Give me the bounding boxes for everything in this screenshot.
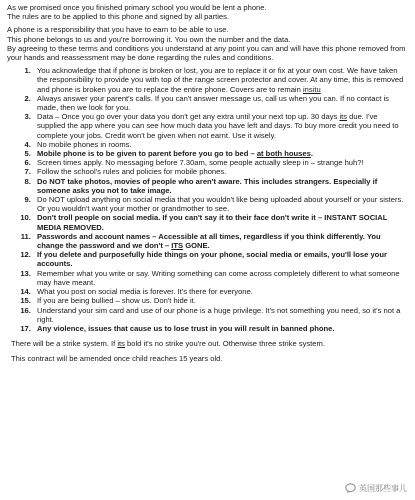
rule-item: 11. Passwords and account names – Accessible at all times, regardless if you think differently. You change the password and we don't – ITS GONE. xyxy=(33,232,407,250)
rule-item: 13. Remember what you write or say. Writing something can come across completely different to what someone may have meant. xyxy=(33,269,407,287)
rules-list xyxy=(7,66,407,333)
chat-bubble-icon xyxy=(345,483,356,494)
rule-item: 9. Do NOT upload anything on social media that you wouldn't like being uploaded about yourself or your sisters. Or you wouldn't want your mother or grandmother to see. xyxy=(33,195,407,213)
responsibility-block xyxy=(7,25,407,62)
rule-item: 7. Follow the school's rules and policies for mobile phones. xyxy=(33,167,407,176)
rule-item: 12. If you delete and purposefully hide things on your phone, social media or emails, you'll lose your accounts. xyxy=(33,250,407,268)
rule-item: 14. What you post on social media is forever. It's there for everyone. xyxy=(33,287,407,296)
rule-item: 8. Do NOT take photos, movies of people who aren't aware. This includes strangers. Especially if someone asks you not to take image. xyxy=(33,177,407,195)
watermark-text: 英国那些事儿 xyxy=(359,483,407,493)
rule-item: 10. Don't troll people on social media. If you can't say it to their face don't write it – INSTANT SOCIAL MEDIA REMOVED. xyxy=(33,213,407,231)
responsibility-line: This phone belongs to us and you're borrowing it. You own the number and the data. xyxy=(7,34,291,44)
rule-item: 2. Always answer your parent's calls. If you can't answer message us, call us when you can. If no contact is made, then we look for you. xyxy=(33,94,407,112)
rule-item: 17. Any violence, issues that cause us to lose trust in you will result in banned phone. xyxy=(33,324,407,333)
intro-block xyxy=(7,3,407,21)
amendment-note: This contract will be amended once child reaches 15 years old. xyxy=(11,354,223,364)
rule-item: 4. No mobile phones in rooms. xyxy=(33,140,407,149)
strike-system-note: There will be a strike system. If its bold it's no strike you're out. Otherwise three strike system. xyxy=(11,339,325,349)
intro-line: The rules are to be applied to this phone and signed by all parties. xyxy=(7,12,230,22)
rule-item: 5. Mobile phone is to be given to parent before you go to bed – at both houses. xyxy=(33,149,407,158)
rule-item: 15. If you are being bullied – show us. Don't hide it. xyxy=(33,296,407,305)
responsibility-line: By agreeing to these terms and conditions you understand at any point you can and will have this phone removed from your hands and reassessment may be done regarding the rules and conditions. xyxy=(7,43,406,63)
responsibility-line: A phone is a responsibility that you have to earn to be able to use. xyxy=(7,25,229,35)
watermark xyxy=(345,483,407,494)
intro-line: As we promised once you finished primary school you would be lent a phone. xyxy=(7,3,267,12)
rule-item: 3. Data – Once you go over your data you don't get any extra until your next top up. 30 days its due. I've supplied the app where you can see how much data you have left and days. To buy more credit you need to complete your jobs. Credit won't be given when not earnt. Use it wisely. xyxy=(33,112,407,140)
rule-item: 1. You acknowledge that if phone is broken or lost, you are to replace it or fix at your own cost. We have taken the responsibility to provide you with top of the range screen protector and cover. At any time, this is removed and phone is broken you are to replace the entire phone. Covers are to remain insitu xyxy=(33,66,407,94)
rule-item: 16. Understand your sim card and use of our phone is a huge privilege. It's not something you need, so it's not a right. xyxy=(33,306,407,324)
rule-item: 6. Screen times apply. No messaging before 7.30am, some people actually sleep in – strange huh?! xyxy=(33,158,407,167)
